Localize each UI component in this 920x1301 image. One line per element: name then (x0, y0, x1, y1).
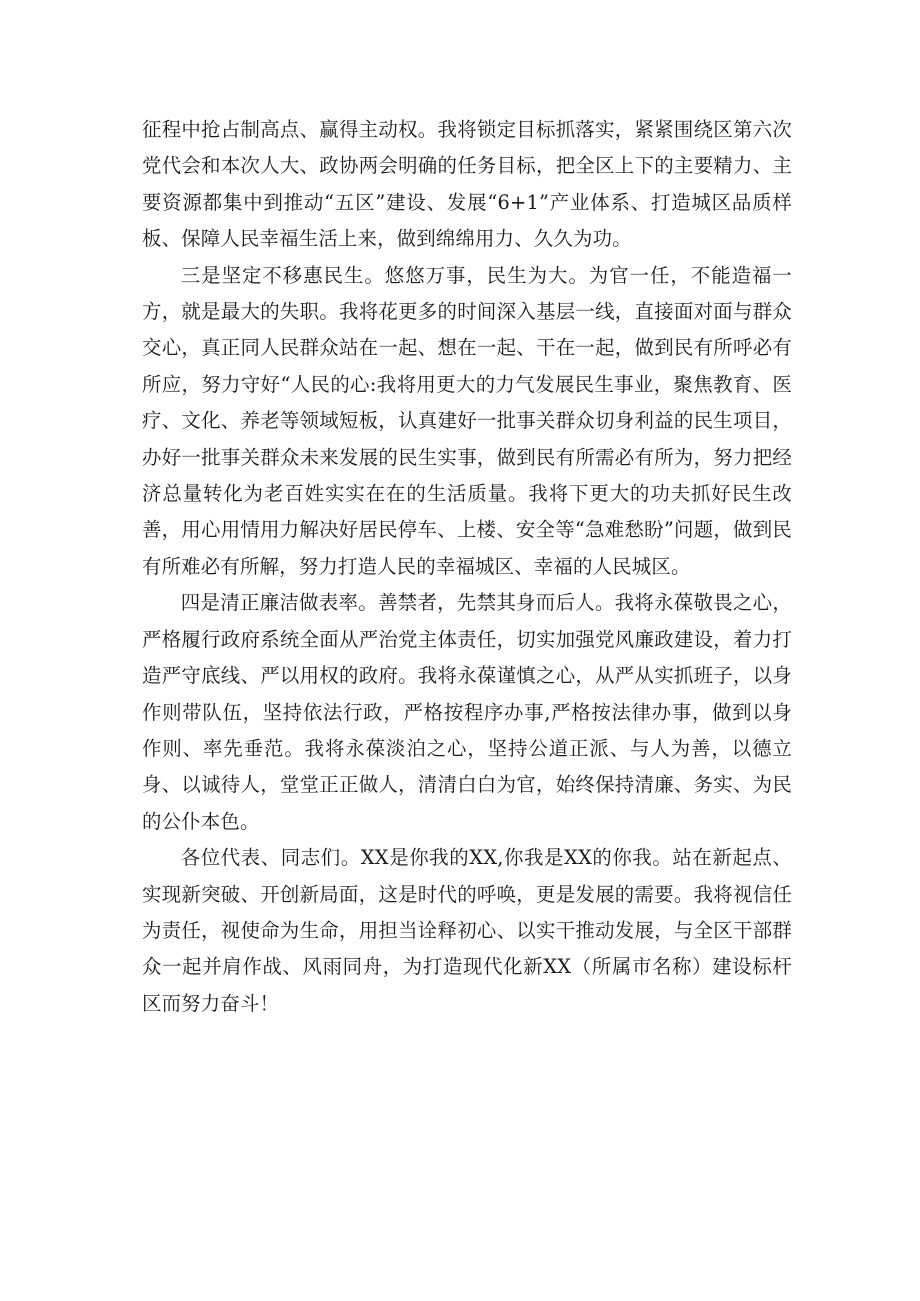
document-page (142, 112, 792, 1022)
paragraph-closing: 各位代表、同志们。XX是你我的XX,你我是XX的你我。站在新起点、实现新突破、开创新局面，这是时代的呼唤，更是发展的需要。我将视信任为责任，视使命为生命，用担当诠释初心、以实干推动发展，与全区干部群众一起并肩作战、风雨同舟，为打造现代化新XX（所属市名称）建设标杆区而努力奋斗！ (142, 846, 792, 1015)
paragraph-continuation: 征程中抢占制高点、赢得主动权。我将锁定目标抓落实，紧紧围绕区第六次党代会和本次人大、政协两会明确的任务目标，把全区上下的主要精力、主要资源都集中到推动“五区”建设、发展“6+1”产业体系、打造城区品质样板、保障人民幸福生活上来，做到绵绵用力、久久为功。 (142, 118, 792, 251)
paragraph-integrity: 四是清正廉洁做表率。善禁者，先禁其身而后人。我将永葆敬畏之心，严格履行政府系统全面从严治党主体责任，切实加强党风廉政建设，着力打造严守底线、严以用权的政府。我将永葆谨慎之心，从严从实抓班子，以身作则带队伍，坚持依法行政，严格按程序办事,严格按法律办事，做到以身作则、率先垂范。我将永葆淡泊之心，坚持公道正派、与人为善，以德立身、以诚待人，堂堂正正做人，清清白白为官，始终保持清廉、务实、为民的公仆本色。 (142, 591, 792, 833)
paragraph-people-livelihood: 三是坚定不移惠民生。悠悠万事，民生为大。为官一任，不能造福一方，就是最大的失职。我将花更多的时间深入基层一线，直接面对面与群众交心，真正同人民群众站在一起、想在一起、干在一起，做到民有所呼必有所应，努力守好“人民的心:我将用更大的力气发展民生事业，聚焦教育、医疗、文化、养老等领域短板，认真建好一批事关群众切身利益的民生项目，办好一批事关群众未来发展的民生实事，做到民有所需必有所为，努力把经济总量转化为老百姓实实在在的生活质量。我将下更大的功夫抓好民生改善，用心用情用力解决好居民停车、上楼、安全等“急难愁盼”问题，做到民有所难必有所解，努力打造人民的幸福城区、幸福的人民城区。 (142, 263, 792, 578)
